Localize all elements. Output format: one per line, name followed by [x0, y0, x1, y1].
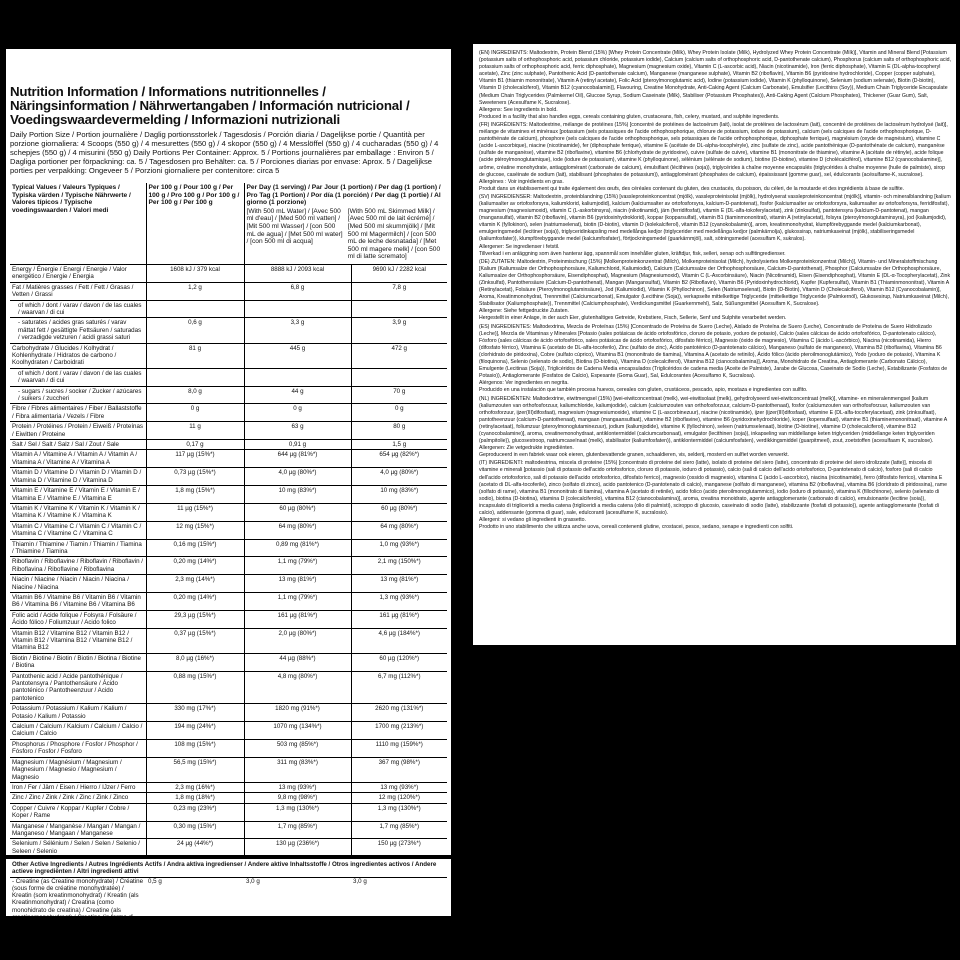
nutrition-row — [10, 704, 447, 722]
nutrient-label: Biotin / Biotine / Biotin / Biotin / Biotina / Biotine / Biotina — [10, 653, 146, 671]
value-with-milk: 6,7 mg (112%*) — [351, 671, 447, 704]
value-with-water: 0,89 mg (81%*) — [244, 539, 351, 557]
nutrient-label: Vitamin C / Vitamine C / Vitamin C / Vitamin C / Vitamina C / Vitamine C / Vitamina C — [10, 521, 146, 539]
value-per-100g: 0,73 µg (15%*) — [146, 468, 244, 486]
value-with-milk: 4,0 µg (80%*) — [351, 468, 447, 486]
value-with-milk — [351, 300, 447, 318]
value-with-milk: 150 µg (273%*) — [351, 839, 447, 855]
value-with-water: 4,0 µg (80%*) — [244, 468, 351, 486]
allergens-fr: Allergènes : Voir ingrédients en gras. — [479, 178, 564, 185]
value-per-100g: 0 g — [146, 404, 244, 422]
header-per-day-label: Per Day (1 serving) / Par Jour (1 portion) / Per dag (1 portion) / Pro Tag (1 Portion) / Por día (1 porción) / Per dag (1 portie) / Al giorno (1 porzione) — [246, 184, 441, 207]
header-per-day — [244, 183, 447, 264]
value-per-100g: 24 µg (44%*) — [146, 839, 244, 855]
value-per-100g: 8,0 µg (16%*) — [146, 653, 244, 671]
nutrient-label: Carbohydrate / Glucides / Kolhydrat / Kohlenhydrate / Hidratos de carbono / Koolhydraten / Carboidrati — [10, 343, 146, 368]
value-with-milk: 1,3 mg (93%*) — [351, 592, 447, 610]
header-per-100g: Per 100 g / Pour 100 g / Per 100 g / Pro 100 g / Por 100 g / Per 100 g / Per 100 g — [146, 183, 244, 264]
ingredients-panel — [473, 44, 956, 645]
nutrition-row — [10, 386, 447, 404]
value-per-100g: 108 mg (15%*) — [146, 739, 244, 757]
value-with-milk: 1,0 mg (93%*) — [351, 539, 447, 557]
nutrient-label: Vitamin K / Vitamine K / Vitamin K / Vitamin K / Vitamina K / Vitamine K / Vitamina K — [10, 503, 146, 521]
value-per-100g: 0,17 g — [146, 440, 244, 450]
nutrition-row — [10, 450, 447, 468]
value-with-milk: 60 µg (80%*) — [351, 503, 447, 521]
allergens-en: Allergens: See ingredients in bold. — [479, 106, 558, 113]
value-with-milk: 12 mg (120%*) — [351, 793, 447, 803]
nutrition-row — [10, 468, 447, 486]
nutrition-panel — [6, 49, 451, 855]
ingredients-fr: (FR) INGRÉDIENTS: Maltodextrine, mélange de protéines (15%) [concentré de protéines de lactosérum (lait), isolat de protéines de lactosérum (lait), concentré de protéines de lactosérum hydrolysé (lait)], mélange de vitamines et minéraux [potassium (sels potassiques de l'acide orthophosphorique, chlorure de potassium, iodure de potassium), calcium (sels calciques de l'acide orthophosphorique, D-pantothénate de calcium), phosphore (sels calciques de l'acide orthophosphorique, sels potassiques de l'acide orthophosphorique, diphosphate ferrique), magnésium (oxyde de magnésium), vitamine C (acide L-ascorbique), niacine (nicotinamide), fer (diphosphate ferrique), vitamine E (acétate de DL-alpha-tocophéryle), zinc (sulfate de zinc), acide pantothénique (D-pantothénate de calcium), manganèse (sulfate de manganèse), vitamine B2 (riboflavine), vitamine B6 (chlorhydrate de pyridoxine), cuivre (sulfate de cuivre), vitamine B1 (mononitrate de thiamine), vitamine A (acétate de rétinyle), acide folique (acide ptéroylmonoglutamique), iode (iodure de potassium), vitamine K (phylloquinone), sélénium (sélénate de sodium), biotine (D-biotine), vitamine D (cholécalciférol), vitamine B12 (cyanocobalamine)], arôme, créatine monohydrate, antiagglomérant (carbonate de calcium), émulsifiant (lécithines (soja)), triglycérides à chaîne moyenne encapsulés (triglycérides à chaîne moyenne (huile de palmiste), sirop de glucose, caséinate de sodium (lait), stabilisant (phosphates de potassium)), antiagglomérant (phosphates de calcium), épaississant (gomme guar), sel, édulcorants (acésulfame-K, sucralose). — [479, 121, 948, 178]
nutrition-row — [10, 839, 447, 855]
nutrition-row — [10, 803, 447, 821]
value-per-100g: 0,16 mg (15%*) — [146, 539, 244, 557]
value-with-water: 1820 mg (91%*) — [244, 704, 351, 722]
nutrition-row — [10, 610, 447, 628]
value-with-water: 1,3 mg (130%*) — [244, 803, 351, 821]
nutrient-label: Magnesium / Magnésium / Magnesium / Magnesium / Magnesio / Magnesium / Magnesio — [10, 757, 146, 782]
nutrient-label: Iron / Fer / Järn / Eisen / Hierro / IJzer / Ferro — [10, 782, 146, 792]
factory-note-sv: Tillverkad i en anläggning som även hanterar ägg, spannmål som innehåller gluten, kräftdjur, fisk, selleri, senap och sulfitingredienser. — [479, 250, 786, 257]
nutrient-label: Vitamin B6 / Vitamine B6 / Vitamin B6 / Vitamin B6 / Vitamina B6 / Vitamine B6 / Vitamina B6 — [10, 592, 146, 610]
value-with-water: 1,1 mg (79%*) — [244, 592, 351, 610]
value-with-water: 311 mg (83%*) — [244, 757, 351, 782]
factory-note-fr: Produit dans un établissement qui traite également des œufs, des céréales contenant du gluten, des crustacés, du poisson, du céleri, de la moutarde et des ingrédients à base de sulfite. — [479, 185, 905, 192]
value-with-water: 161 µg (81%*) — [244, 610, 351, 628]
value-with-milk: 1110 mg (159%*) — [351, 739, 447, 757]
nutrition-table-header — [10, 183, 447, 264]
value-with-milk: 161 µg (81%*) — [351, 610, 447, 628]
other-actives-panel — [6, 859, 451, 916]
value-with-water: 644 µg (81%*) — [244, 450, 351, 468]
nutrition-row — [10, 592, 447, 610]
value-with-milk: 1700 mg (213%*) — [351, 722, 447, 740]
ingredients-en: (EN) INGREDIENTS: Maltodextrin, Protein Blend (15%) [Whey Protein Concentrate (Milk), Whey Protein Isolate (Milk), Hydrolyzed Whey Protein Concentrate (Milk)], Vitamin and Mineral Blend [Potassium (potassium salts of orthophosphoric acid, potassium chloride, potassium iodide), Calcium (calcium salts of orthophosphoric acid, D-pantothenate calcium), Phosphorus (calcium salts of orthophosphoric acid, potassium salts of orthophosphoric acid, ferric diphosphate), Magnesium (magnesium oxide), Vitamin C (L-ascorbic acid), Niacin (nicotinamide), Iron (ferric diphosphate), Vitamin E (DL-alpha-tocopheryl acetate), Zinc (zinc sulphate), Pantothenic Acid (D-pantothenate calcium), Manganese (manganese sulphate), Vitamin B2 (riboflavin), Vitamin B6 (pyridoxine hydrochloride), Copper (copper sulphate), Vitamin B1 (thiamin mononitrate), Vitamin A (retinyl acetate), Folic Acid (pteroylmonoglutamic acid), Iodine (potassium iodide), Vitamin K (phylloquinone), Selenium (sodium selenate), Biotin (D-biotin), Vitamin D (cholecalciferol), Vitamin B12 (cyanocobalamin)], Flavouring, Creatine Monohydrate, Anti-Caking Agent (Calcium Carbonate), Emulsifier (Lecithins (Soy)), Medium Chain Triglyceride Encapsulate (Medium Chain Triglycerides (Palmkernel Oil), Glucose Syrup, Sodium Caseinate (Milk), Stabiliser (Potassium Phosphates)), Anti-Caking Agent (Calcium Phosphates), Thickener (Guar Gum), Salt, Sweeteners (Acesulfame K, Sucralose). — [479, 50, 951, 106]
creatine-per-100g: 0,5 g — [148, 877, 162, 885]
value-per-100g: 194 mg (24%*) — [146, 722, 244, 740]
nutrition-row — [10, 671, 447, 704]
value-per-100g: 2,3 mg (16%*) — [146, 782, 244, 792]
value-per-100g: 2,3 mg (14%*) — [146, 575, 244, 593]
value-with-milk: 13 mg (93%*) — [351, 782, 447, 792]
value-per-100g: 1,8 mg (18%*) — [146, 793, 244, 803]
value-with-milk: 70 g — [351, 386, 447, 404]
value-with-milk: 60 µg (120%*) — [351, 653, 447, 671]
value-with-water: 130 µg (236%*) — [244, 839, 351, 855]
nutrient-label: Vitamin B12 / Vitamine B12 / Vitamin B12 / Vitamin B12 / Vitamina B12 / Vitamine B12 / Vitamina B12 — [10, 628, 146, 653]
value-per-100g: 11 µg (15%*) — [146, 503, 244, 521]
value-with-water: 63 g — [244, 422, 351, 440]
nutrition-row — [10, 722, 447, 740]
nutrition-row — [10, 318, 447, 343]
value-per-100g: 1,2 g — [146, 282, 244, 300]
allergens-nl: Allergenen: Zie vetgedrukte ingrediënten. — [479, 445, 574, 452]
value-with-milk: 80 g — [351, 422, 447, 440]
ingredients-sv: (SV) INGREDIENSER: Maltodextrin, proteinblandning (15%) [vassleproteinkoncentrat (mjölk), vassleproteinisolat (mjölk), hydrolyserat vassleproteinkoncentrat (mjölk)], vitamin- och mineralblandning [kalium (kaliumsalter av ortofosforsyra, kaliumklorid, kaliumjodid), kalcium (kalciumsalter av ortofosforsyra, kalcium-D-pantotenat), fosfor (kalciumsalter av ortofosforsyra, kaliumsalter av ortofosforsyra, ferridifosfat), magnesium (magnesiumoxid), vitamin C (L-askorbinsyra), niacin (nikotinamid), järn (ferridifosfat), vitamin E (DL-alfa-tokoferylacetat), zink (zinksulfat), pantotensyra (kalcium-D-pantotenat), mangan (mangansulfat), vitamin B2 (riboflavin), vitamin B6 (pyridoxinhydroklorid), koppar (kopparsulfat), vitamin B1 (tiaminmononitrat), vitamin A (retinylacetat), folsyra (pteroylmonoglutaminsyra), jod (kaliumjodid), vitamin K (fyllokinon), selen (natriumselenat), biotin (D-biotin), vitamin D (kolekalciferol), vitamin B12 (cyanokobalamin)], arom, kreatinmonohydrat, klumpförebyggande medel (kalciumkarbonat), emulgeringsmedel (lecitiner (soja)), triglyceridinkapsling med medellånga kedjor (triglycerider med medellånga kedjor (palmkärnolja), glukossirap, natriumkaseinat (mjölk), stabiliseringsmedel (kaliumfosfater)), klumpförebyggande medel (kalciumfosfater), förtjockningsmedel (guarkärnmjöl), salt, sötningsmedel (acesulfam K, sukralos). — [479, 193, 951, 243]
value-with-water: 9,8 mg (98%*) — [244, 793, 351, 803]
value-with-water: 0 g — [244, 404, 351, 422]
value-with-milk: 64 mg (80%*) — [351, 521, 447, 539]
value-with-milk: 472 g — [351, 343, 447, 368]
header-typical-values: Typical Values / Valeurs Typiques / Typiska värden / Typische Nährwerte / Valores típicos / Typische voedingswaarden / Valori medi — [10, 183, 146, 264]
nutrition-row — [10, 757, 447, 782]
nutrition-row — [10, 793, 447, 803]
value-with-water: 64 mg (80%*) — [244, 521, 351, 539]
factory-note-nl: Geproduceerd in een fabriek waar ook eieren, glutenbevattende granen, schaaldieren, vis, selderij, mosterd en sulfiet worden verwerkt. — [479, 452, 789, 459]
nutrition-row — [10, 486, 447, 504]
ingredients-nl: (NL) INGREDIËNTEN: Maltodextrine, eiwitmengsel (15%) [wei-eiwitconcentraat (melk), wei-eiwitisolaat (melk), gehydrolyseerd wei-eiwitconcentraat (melk)], vitamine- en mineralenmengsel [kalium (kaliumzouten van orthofosforzuur, kaliumchloride, kaliumjodide), calcium (calciumzouten van orthofosforzuur, calcium-D-pantothenaat), fosfor (calciumzouten van orthofosforzuur, kaliumzouten van orthofosforzuur, ijzer(III)difosfaat), magnesium (magnesiumoxide), vitamine C (L-ascorbinezuur), niacine (nicotinamide), ijzer (ijzer(III)difosfaat), vitamine E (DL-alfa-tocoferylacetaat), zink (zinksulfaat), pantotheenzuur (calcium-D-pantothenaat), mangaan (mangaansulfaat), vitamine B2 (riboflavine), vitamine B6 (pyridoxinehydrochloride), koper (kopersulfaat), vitamine B1 (thiaminemononitraat), vitamine A (retinylacetaat), foliumzuur (pteroylmonoglutaminezuur), jodium (kaliumjodide), vitamine K (fyllochinon), seleen (natriumselenaat), biotine (D-biotine), vitamine D (cholecalciferol), vitamine B12 (cyanocobalamine)], aroma, creatinemonohydraat, antiklontermiddel (calciumcarbonaat), emulgator (lecithinen (soja)), inkapseling van middellange keten triglyceriden (middellange keten triglyceriden (palmpitolie)), glucosestroop, natriumcaseïnaat (melk), stabilisator (kaliumfosfaten)), antiklontermiddel (calciumfosfaten), verdikkingsmiddel (guarpitmeel), zout, zoetstoffen (acesulfaam K, sucralose). — [479, 395, 947, 445]
value-with-milk: 7,8 g — [351, 282, 447, 300]
nutrient-label: Selenium / Sélénium / Selen / Selen / Selenio / Seleen / Selenio — [10, 839, 146, 855]
value-with-water: 3,3 g — [244, 318, 351, 343]
value-with-milk — [351, 368, 447, 386]
value-per-100g — [146, 368, 244, 386]
nutrient-label: Salt / Sel / Salt / Salz / Sal / Zout / Sale — [10, 440, 146, 450]
value-per-100g: 11 g — [146, 422, 244, 440]
value-with-water: 44 µg (88%*) — [244, 653, 351, 671]
value-with-water: 8888 kJ / 2093 kcal — [244, 264, 351, 282]
value-with-water: 0,91 g — [244, 440, 351, 450]
nutrient-label: Fibre / Fibres alimentaires / Fiber / Ballaststoffe / Fibra alimentaria / Vezels / Fibre — [10, 404, 146, 422]
allergens-it: Allergeni: si vedano gli ingredienti in grassetto. — [479, 517, 586, 524]
nutrition-row — [10, 821, 447, 839]
nutrition-row — [10, 264, 447, 282]
value-with-milk: 2,1 mg (150%*) — [351, 557, 447, 575]
nutrition-row — [10, 628, 447, 653]
nutrition-row — [10, 440, 447, 450]
nutrient-label: of which / dont / varav / davon / de las cuales / waarvan / di cui — [10, 368, 146, 386]
nutrient-label: Manganese / Manganèse / Mangan / Mangan / Manganeso / Mangaan / Manganese — [10, 821, 146, 839]
factory-note-de: Hergestellt in einer Anlage, in der auch Eier, glutenhaltiges Getreide, Krebstiere, Fisch, Sellerie, Senf und Sulphite verarbeitet werden. — [479, 315, 787, 322]
value-with-milk: 1,7 mg (85%*) — [351, 821, 447, 839]
allergens-de: Allergene: Siehe fettgedruckte Zutaten. — [479, 308, 569, 315]
nutrient-label: Riboflavin / Riboflavine / Riboflavin / Riboflavin / Riboflavina / Riboflavine / Riboflavina — [10, 557, 146, 575]
value-with-milk: 4,6 µg (184%*) — [351, 628, 447, 653]
factory-note-it: Prodotto in uno stabilimento che utilizza anche uova, cereali contenenti glutine, crostacei, pesce, sedano, senape e ingredienti con solfiti. — [479, 524, 794, 531]
value-per-100g: 1608 kJ / 379 kcal — [146, 264, 244, 282]
nutrient-label: Protein / Protéines / Protein / Eiweiß / Proteínas / Eiwitten / Proteine — [10, 422, 146, 440]
value-with-milk: 2620 mg (131%*) — [351, 704, 447, 722]
value-with-milk: 1,3 mg (130%*) — [351, 803, 447, 821]
nutrient-label: of which / dont / varav / davon / de las cuales / waarvan / di cui — [10, 300, 146, 318]
header-with-water: [With 500 mL Water] / [Avec 500 ml d'eau] / [Med 500 ml vatten] / [Mit 500 ml Wasser] / [con 500 mL de agua] / [Met 500 ml water] / [con 500 ml di acqua] — [246, 207, 343, 246]
ingredients-de: (DE) ZUTATEN: Maltodextrin, Proteinmischung (15%) [Molkenproteinkonzentrat (Milch), Molkenproteinisolat (Milch), hydrolysiertes Molkenproteinkonzentrat (Milch)], Vitamin- und Mineralstoffmischung [Kalium (Kaliumsalze der Orthophosphorsäure, Kaliumchlorid, Kaliumiodid), Calcium (Calciumsalze der Orthophosphorsäure, Calcium-D-pantothenat), Phosphor (Calciumsalze der Orthophosphorsäure, Kaliumsalze der Orthophosphorsäure, Eisendiphosphat), Magnesium (Magnesiumoxid), Vitamin C (L-Ascorbinsäure), Niacin (Nicotinamid), Eisen (Eisendiphosphat), Vitamin E (DL-α-Tocopherylacetat), Zink (Zinksulfat), Pantothensäure (Calcium-D-pantothenat), Mangan (Mangansulfat), Vitamin B2 (Riboflavin), Vitamin B6 (Pyridoxinhydrochlorid), Kupfer (Kupfersulfat), Vitamin B1 (Thiaminmononitrat), Vitamin A (Retinylacetat), Folsäure (Pteroylmonoglutaminsäure), Jod (Kaliumiodid), Vitamin K (Phyllochinon), Selen (Natriumselenat), Biotin (D-Biotin), Vitamin D (Cholecalciferol), Vitamin B12 (Cyanocobalamin)], Aroma, Kreatinmonohydrat, Trennmittel (Calciumcarbonat), Emulgator (Lecithine (Soja)), verkapselte mittelkettige Triglyceride (mittelkettige Triglyceride (Palmkernöl), Glukosesirup, Natriumkaseinat (Milch), Stabilisator (Kaliumphosphate)), Trennmittel (Calciumphosphate), Verdickungsmittel (Guarkernmehl), Salz, Süßungsmittel (Acesulfam K, Sucralose). — [479, 258, 951, 308]
value-per-100g — [146, 300, 244, 318]
value-with-milk: 367 mg (98%*) — [351, 757, 447, 782]
nutrient-label: Zinc / Zinc / Zink / Zink / Zinc / Zink / Zinco — [10, 793, 146, 803]
value-with-water: 2,0 µg (80%*) — [244, 628, 351, 653]
nutrition-row — [10, 422, 447, 440]
nutrition-row — [10, 739, 447, 757]
nutrient-label: Vitamin A / Vitamine A / Vitamin A / Vitamin A / Vitamina A / Vitamine A / Vitamina A — [10, 450, 146, 468]
other-actives-table — [10, 861, 447, 916]
value-with-water: 13 mg (93%*) — [244, 782, 351, 792]
value-with-water: 445 g — [244, 343, 351, 368]
nutrition-row — [10, 503, 447, 521]
value-with-water: 10 mg (83%*) — [244, 486, 351, 504]
nutrient-label: Calcium / Calcium / Kalcium / Calcium / Calcio / Calcium / Calcio — [10, 722, 146, 740]
value-per-100g: 56,5 mg (15%*) — [146, 757, 244, 782]
factory-note-en: Produced in a facility that also handles eggs, cereals containing gluten, crustaceans, fish, celery, mustard, and sulphite ingredients. — [479, 113, 780, 120]
nutrient-label: Fat / Matières grasses / Fett / Fett / Grasas / Vetten / Grassi — [10, 282, 146, 300]
nutrient-label: Energy / Énergie / Energi / Energie / Valor energético / Energie / Energia — [10, 264, 146, 282]
nutrient-label: Phosphorus / Phosphore / Fosfor / Phosphor / Fósforo / Fosfor / Fosforo — [10, 739, 146, 757]
header-with-milk: [With 500 mL Skimmed Milk] / [Avec 500 ml de lait écrémé] / [Med 500 ml skummjölk] / [Mit 500 ml Magermilch] / [con 500 mL de leche desnatada] / [Met 500 ml magere melk] / [con 500 ml di latte scremato] — [347, 207, 441, 261]
value-with-milk: 10 mg (83%*) — [351, 486, 447, 504]
value-with-water — [244, 368, 351, 386]
nutrition-row — [10, 282, 447, 300]
value-per-100g: 0,37 µg (15%*) — [146, 628, 244, 653]
nutrition-row — [10, 782, 447, 792]
value-with-water: 44 g — [244, 386, 351, 404]
nutrition-row — [10, 557, 447, 575]
allergens-es: Alérgenos: Ver ingredientes en negrita. — [479, 380, 569, 387]
nutrient-label: Thiamin / Thiamine / Tiamin / Thiamin / Tiamina / Thiamine / Tiamina — [10, 539, 146, 557]
factory-note-es: Producido en una instalación que también procesa huevos, cereales con gluten, crustáceos, pescado, apio, mostaza e ingredientes con sulfito. — [479, 387, 808, 394]
creatine-with-water: 3,0 g — [246, 877, 260, 885]
value-per-100g: 1,8 mg (15%*) — [146, 486, 244, 504]
nutrition-row — [10, 653, 447, 671]
creatine-with-milk: 3,0 g — [353, 877, 367, 885]
ingredients-es: (ES) INGREDIENTES: Maltodextrina, Mezcla de Proteínas (15%) [Concentrado de Proteína de Suero (Leche), Aislado de Proteína de Suero (Leche), Concentrado de Proteína de Suero Hidrolizado (Leche)], Mezcla de Vitaminas y Minerales [Potasio (sales potásicas de ácido ortofosfórico, cloruro de potasio, yoduro de potasio), Calcio (sales cálcicas de ácido ortofosfórico, D-pantotenato cálcico), Fósforo (sales cálcicas de ácido ortofosfórico, sales potásicas de ácido ortofosfórico, difosfato férrico), Magnesio (óxido de magnesio), Vitamina C (ácido L-ascórbico), Niacina (nicotinamida), Hierro (difosfato férrico), Vitamina E (acetato de DL-alfa-tocoferilo), Zinc (sulfato de zinc), Ácido pantoténico (D-pantotenato cálcico), Manganeso (sulfato de manganeso), Vitamina B2 (riboflavina), Vitamina B6 (clorhidrato de piridoxina), Cobre (sulfato cúprico), Vitamina B1 (mononitrato de tiamina), Vitamina A (acetato de retinilo), Ácido fólico (ácido pteroilmonoglutámico), Yodo (yoduro de potasio), Vitamina K (filoquinona), Selenio (selenato de sodio), Biotina (D-biotina), Vitamina D (colecalciferol), Vitamina B12 (cianocobalamina)], Aroma, Monohidrato de Creatina, Antiaglomerante (Carbonato Cálcico), Emulgente (Lecitinas (Soja)), Triglicéridos de Cadena Media encapsulados (Triglicéridos de cadena media (Aceite de Palmiste), Jarabe de Glucosa, Caseinato de Sodio (Leche), Estabilizante (Fosfatos de Potasio)), Antiaglomerante (Fosfatos de Calcio), Espesante (Goma Guar), Sal, Edulcorantes (Acesulfamo K, Sucralosa). — [479, 323, 948, 380]
portion-info: Daily Portion Size / Portion journalière / Daglig portionsstorlek / Tagesdosis / Porción diaria / Dagelijkse portie / Quantità per porzione giornaliera: 4 Scoops (550 g) / 4 mesurettes (550 g) / 4 skopor (550 g) / 4 Messlöffel (550 g) / 4 cucharadas (550 g) / 4 schepjes (550 g) / 4 misurini (550 g) Daily Portions Per Container: Approx. 5 / Portions journalières par emballage : Environ 5 / Dagliga portioner per förpackning: ca. 5 / Tagesdosen pro Behälter: ca. 5 / Porciones diarias por envase: Aprox. 5 / Dagelijkse porties per verpakking: Ongeveer 5 / Porzioni giornaliere per contenitore: circa 5 — [10, 130, 439, 175]
value-with-water: 1,1 mg (79%*) — [244, 557, 351, 575]
value-with-milk: 0 g — [351, 404, 447, 422]
nutrient-label: Niacin / Niacine / Niacin / Niacin / Niacina / Niacine / Niacina — [10, 575, 146, 593]
value-per-100g: 0,88 mg (15%*) — [146, 671, 244, 704]
value-per-100g: 0,20 mg (14%*) — [146, 557, 244, 575]
nutrition-row — [10, 521, 447, 539]
value-with-water: 6,8 g — [244, 282, 351, 300]
nutrition-row — [10, 404, 447, 422]
value-per-100g: 8,0 g — [146, 386, 244, 404]
value-with-milk: 13 mg (81%*) — [351, 575, 447, 593]
nutrition-row — [10, 343, 447, 368]
value-per-100g: 12 mg (15%*) — [146, 521, 244, 539]
value-with-milk: 1,5 g — [351, 440, 447, 450]
value-with-water: 4,8 mg (80%*) — [244, 671, 351, 704]
nutrient-label: Potassium / Potassium / Kalium / Kalium / Potasio / Kalium / Potassio — [10, 704, 146, 722]
nutrition-row — [10, 300, 447, 318]
value-per-100g: 0,20 mg (14%*) — [146, 592, 244, 610]
nutrition-title: Nutrition Information / Informations nutritionnelles / Näringsinformation / Nährwertangaben / Información nutricional / Voedingswaardevermelding / Informazioni nutrizionali — [10, 84, 410, 127]
value-with-water: 60 µg (80%*) — [244, 503, 351, 521]
nutrient-label: Copper / Cuivre / Koppar / Kupfer / Cobre / Koper / Rame — [10, 803, 146, 821]
nutrient-label: - sugars / sucres / socker / Zucker / azúcares / suikers / zuccheri — [10, 386, 146, 404]
value-per-100g: 117 µg (15%*) — [146, 450, 244, 468]
value-with-water: 503 mg (85%*) — [244, 739, 351, 757]
value-per-100g: 0,6 g — [146, 318, 244, 343]
nutrient-label: - saturates / acides gras saturés / varav mättat fett / gesättigte Fettsäuren / saturadas / verzadigde vetzuren / acidi grassi saturi — [10, 318, 146, 343]
value-per-100g: 29,3 µg (15%*) — [146, 610, 244, 628]
value-per-100g: 81 g — [146, 343, 244, 368]
value-per-100g: 330 mg (17%*) — [146, 704, 244, 722]
nutrition-table — [10, 183, 447, 855]
value-per-100g: 0,30 mg (15%*) — [146, 821, 244, 839]
nutrient-label: Pantothenic acid / Acide pantothénique / Pantotensyra / Pantothensäure / Ácido pantoténico / Pantotheenzuur / Acido pantotenico — [10, 671, 146, 704]
value-per-100g: 0,23 mg (23%*) — [146, 803, 244, 821]
value-with-milk: 654 µg (82%*) — [351, 450, 447, 468]
value-with-water: 1070 mg (134%*) — [244, 722, 351, 740]
creatine-label: - Creatine (as Creatine monohydrate) / Créatine (sous forme de créatine monohydratée) / Kreatin (som kreatinmonohydrat) / Kreatin (als Kreatinmonohydrat) / Creatina (como monohidrato de creatina) / Creatine (als — [12, 877, 144, 914]
nutrient-label: Vitamin D / Vitamine D / Vitamin D / Vitamin D / Vitamina D / Vitamine D / Vitamina D — [10, 468, 146, 486]
ingredients-it: (IT) INGREDIENTI: maltodestrina, miscela di proteine (15%) [concentrato di proteine del siero (latte), isolato di proteine del siero (latte), concentrato di proteine del siero idrolizzate (latte)], miscela di vitamine e minerali [potassio (sali di potassio dell'acido ortofosforico, cloruro di potassio, ioduro di potassio), calcio (sali di calcio dell'acido ortofosforico, D-pantotenato di calcio), fosforo (sali di calcio dell'acido ortofosforico, sali di potassio dell'acido ortofosforico, difosfato ferrico), magnesio (ossido di magnesio), vitamina C (acido L-ascorbico), niacina (nicotinamide), ferro (difosfato ferrico), vitamina E (acetato di DL-alfa-tocoferile), zinco (solfato di zinco), acido pantotenico (D-pantotenato di calcio), manganese (solfato di manganese), vitamina B2 (riboflavina), vitamina B6 (cloridrato di piridossina), rame (solfato di rame), vitamina B1 (mononitrato di tiamina), vitamina A (acetato di retinile), acido folico (acido pteroilmonoglutammico), iodio (ioduro di potassio), vitamina K (fillochinone), selenio (selenato di sodio), biotina (D-biotina), vitamina D (colecalciferolo), vitamina B12 (cianocobalamina)], aroma, creatina monoidrato, agente antiagglomerante (carbonato di calcio), emulsionante (lecitine (soia)), incapsulato di trigliceridi a media catena (trigliceridi a media catena (olio di palmisti), sciroppo di glucosio, caseinato di sodio (latte), stabilizzante (fosfati di potassio)), agente antiagglomerante (fosfati di calcio), addensante (gomma di guar), sale, edulcoranti (acesulfame K, sucralosio). — [479, 460, 947, 516]
value-with-water: 13 mg (81%*) — [244, 575, 351, 593]
nutrition-row — [10, 575, 447, 593]
nutrition-row — [10, 539, 447, 557]
nutrient-label: Folic acid / Acide folique / Folsyra / Folsäure / Ácido fólico / Foliumzuur / Acido folico — [10, 610, 146, 628]
other-actives-header: Other Active Ingredients / Autres Ingrédients Actifs / Andra aktiva ingredienser / Andere aktive Inhaltsstoffe / Otros ingredientes activos / Andere actieve ingrediënten / Altri ingredienti attivi — [10, 861, 447, 877]
allergens-sv: Allergener: Se ingredienser i fetstil. — [479, 243, 560, 250]
nutrient-label: Vitamin E / Vitamine E / Vitamin E / Vitamin E / Vitamina E / Vitamine E / Vitamina E — [10, 486, 146, 504]
value-with-water — [244, 300, 351, 318]
nutrition-row — [10, 368, 447, 386]
value-with-milk: 9690 kJ / 2282 kcal — [351, 264, 447, 282]
value-with-milk: 3,9 g — [351, 318, 447, 343]
value-with-water: 1,7 mg (85%*) — [244, 821, 351, 839]
